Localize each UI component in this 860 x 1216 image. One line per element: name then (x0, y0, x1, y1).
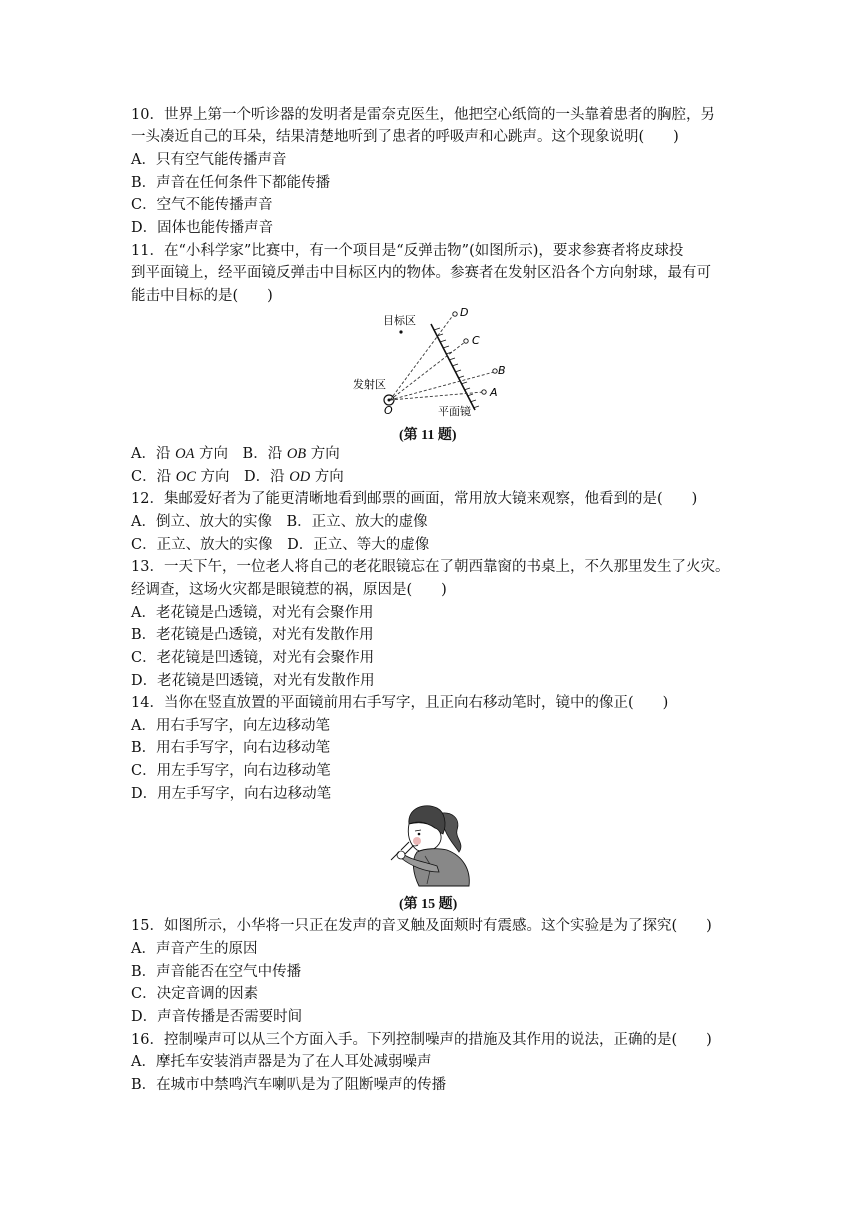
q11-stem-line-1: 11．在“小科学家”比赛中，有一个项目是“反弹击物”(如图所示)，要求参赛者将皮球投 (131, 243, 684, 259)
q15-option-c: C．决定音调的因素 (131, 986, 259, 1002)
label-o: O (384, 404, 393, 417)
var-od: OD (289, 469, 311, 485)
q10-option-d: D．固体也能传播声音 (131, 220, 274, 236)
q10-stem-line-1: 10．世界上第一个听诊器的发明者是雷奈克医生，他把空心纸筒的一头靠着患者的胸腔，另 (131, 107, 715, 123)
label-b: B (498, 364, 506, 377)
q13-option-b: B．老花镜是凸透镜，对光有发散作用 (131, 627, 374, 643)
q16-option-b: B．在城市中禁鸣汽车喇叭是为了阻断噪声的传播 (131, 1077, 447, 1093)
ray-oc (390, 342, 465, 400)
q14-option-b: B．用右手写字，向右边移动笔 (131, 740, 331, 756)
q14-option-a: A．用右手写字，向左边移动笔 (131, 718, 330, 734)
q12-options-row-1: A．倒立、放大的实像 B．正立、放大的虚像 (131, 514, 428, 530)
q15-girl-tuning-fork-illustration (385, 800, 475, 888)
q10-stem-line-2: 一头凑近自己的耳朵，结果清楚地听到了患者的呼吸声和心跳声。这个现象说明( ) (131, 129, 679, 145)
cheek (413, 837, 421, 845)
q12-options-row-2: C．正立、放大的实像 D．正立、等大的虚像 (131, 537, 430, 553)
var-ob: OB (286, 446, 307, 462)
q15-option-b: B．声音能否在空气中传播 (131, 964, 302, 980)
mirror-line (431, 324, 475, 410)
target-dot (399, 330, 402, 333)
q10-option-b: B．声音在任何条件下都能传播 (131, 175, 331, 191)
q15-option-d: D．声音传播是否需要时间 (131, 1009, 303, 1025)
launch-dot (388, 399, 391, 402)
q11-stem-line-2: 到平面镜上，经平面镜反弹击中目标区内的物体。参赛者在发射区沿各个方向射球，最有可 (131, 265, 711, 281)
q15-option-a: A．声音产生的原因 (131, 941, 258, 957)
q11-figure-caption: (第 11 题) (399, 428, 457, 443)
var-oa: OA (175, 446, 195, 462)
var-oc: OC (175, 469, 196, 485)
q16-option-a: A．摩托车安装消声器是为了在人耳处减弱噪声 (131, 1054, 432, 1070)
label-mirror: 平面镜 (438, 405, 471, 418)
q11-stem-line-3: 能击中目标的是( ) (131, 288, 273, 304)
q15-stem: 15．如图所示，小华将一只正在发声的音叉触及面颊时有震感。这个实验是为了探究( ) (131, 918, 712, 934)
q13-stem-line-1: 13．一天下午，一位老人将自己的老花眼镜忘在了朝西靠窗的书桌上，不久那里发生了火灾。 (131, 559, 730, 575)
label-d: D (460, 306, 469, 319)
q12-stem: 12．集邮爱好者为了能更清晰地看到邮票的画面，常用放大镜来观察，他看到的是( ) (131, 491, 698, 507)
point-c (464, 339, 468, 343)
q14-stem: 14．当你在竖直放置的平面镜前用右手写字，且正向右移动笔时，镜中的像正( ) (131, 695, 669, 711)
label-c: C (472, 334, 480, 347)
q14-option-c: C．用左手写字，向右边移动笔 (131, 763, 331, 779)
label-launch-zone: 发射区 (353, 378, 386, 391)
q13-stem-line-2: 经调查，这场火灾都是眼镜惹的祸，原因是( ) (131, 582, 447, 598)
q14-option-d: D．用左手写字，向右边移动笔 (131, 786, 332, 802)
label-target-zone: 目标区 (383, 314, 416, 327)
q10-option-c: C．空气不能传播声音 (131, 197, 273, 213)
q10-option-a: A．只有空气能传播声音 (131, 152, 287, 168)
point-a (482, 390, 486, 394)
q13-option-d: D．老花镜是凹透镜，对光有发散作用 (131, 673, 375, 689)
q11-options-row-2: C．沿 OC 方向 D．沿 OD 方向 (131, 469, 344, 485)
q11-mirror-diagram (345, 302, 525, 424)
q16-stem: 16．控制噪声可以从三个方面入手。下列控制噪声的措施及其作用的说法，正确的是( ) (131, 1032, 712, 1048)
q11-options-row-1: A．沿 OA 方向 B．沿 OB 方向 (131, 446, 340, 462)
point-b (493, 369, 497, 373)
q13-option-c: C．老花镜是凹透镜，对光有会聚作用 (131, 650, 375, 666)
label-a: A (490, 386, 498, 399)
q13-option-a: A．老花镜是凸透镜，对光有会聚作用 (131, 605, 374, 621)
q15-figure-caption: (第 15 题) (399, 897, 458, 912)
point-d (453, 312, 457, 316)
